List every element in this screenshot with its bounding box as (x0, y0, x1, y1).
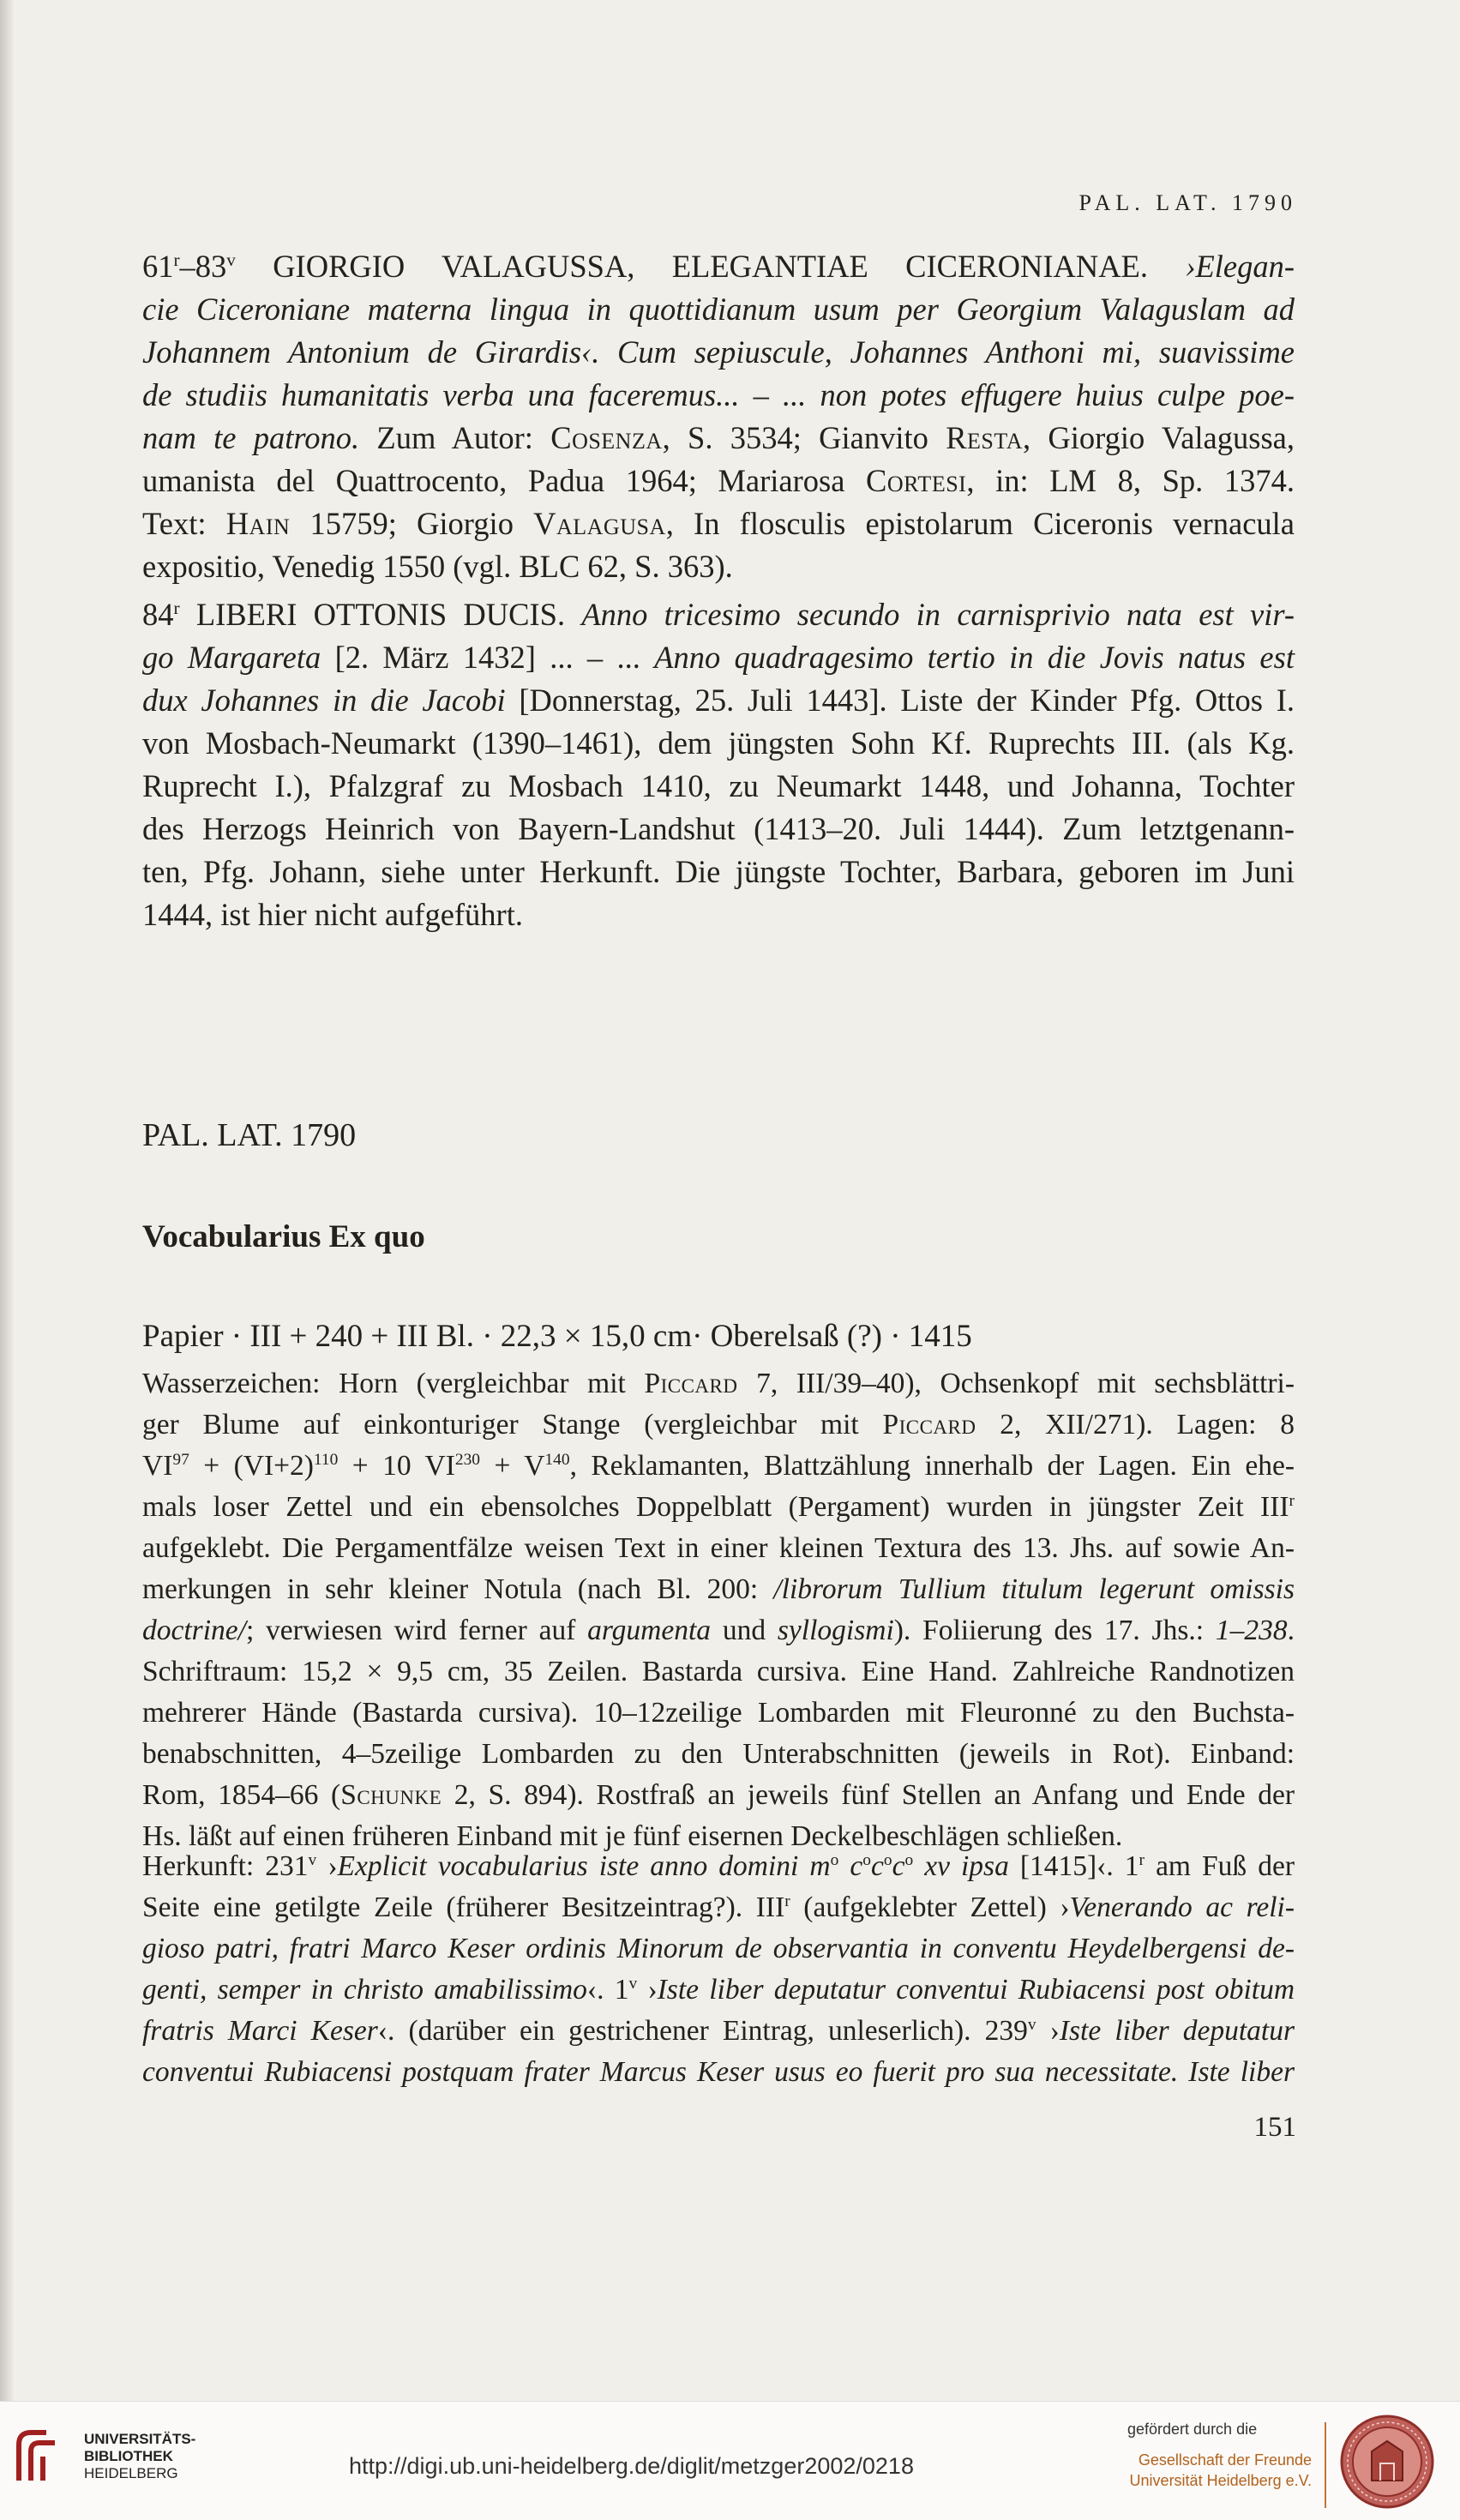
codicology-line-1: Wasserzeichen: Horn (vergleichbar mit Piccard 7, III/39–40), Ochsenkopf mit sechsblättri- (142, 1368, 1295, 1399)
codicology-line-11: Rom, 1854–66 (Schunke 2, S. 894). Rostfraß an jeweils fünf Stellen an Anfang und Ende der (142, 1779, 1295, 1811)
codicology-line-12: Hs. läßt auf einen früheren Einband mit je fünf eisernen Deckelbeschlägen schließen. (142, 1820, 1123, 1852)
codicology-line-3: $VI^{97} + (VI+2)^{110} + 10$ $VI^{230} + V^{140}$, Reklamanten, Blattzählung innerhalb der Lagen. Ein ehe- (142, 1450, 1295, 1482)
sponsor-label: gefördert durch die (1127, 2421, 1258, 2438)
digitization-footer (0, 2401, 1460, 2520)
codicology-paragraph (142, 1363, 1295, 1857)
entry-61r-83v (142, 245, 1295, 588)
library-name[interactable]: UNIVERSITÄTS- BIBLIOTHEK HEIDELBERG (84, 2431, 196, 2481)
sponsor-name[interactable]: Gesellschaft der Freunde Universität Heidelberg e.V. (1129, 2451, 1312, 2489)
provenance-line-6: conventui Rubiacensi postquam frater Marcus Keser usus eo fuerit pro sua necessitate. Iste liber (142, 2056, 1295, 2088)
provenance-paragraph (142, 1846, 1295, 2093)
entry-61-line-2: cie Ciceroniane materna lingua in quottidianum usum per Georgium Valaguslam ad (142, 292, 1295, 327)
entry-84r (142, 593, 1295, 936)
codicology-line-7: doctrine/; verwiesen wird ferner auf argumenta und syllogismi). Foliierung des 17. Jhs.: 1–238. (142, 1615, 1295, 1646)
entry-61-line-3: Johannem Antonium de Girardis‹. Cum sepiuscule, Johannes Anthoni mi, suavissime (142, 334, 1295, 370)
page-number: 151 (1253, 2112, 1296, 2143)
codicology-line-6: merkungen in sehr kleiner Notula (nach Bl. 200: /librorum Tullium titulum legerunt omissis (142, 1573, 1295, 1605)
provenance-line-1: Herkunft: 231$^v$ ›Explicit vocabularius iste anno domini $m^o$ $c^oc^oc^o$ xv ipsa [1415]‹. 1$^r$ am Fuß der (142, 1850, 1295, 1882)
entry-84-line-3: dux Johannes in die Jacobi [Donnerstag, 25. Juli 1443]. Liste der Kinder Pfg. Ottos I. (142, 683, 1295, 718)
codicology-line-2: ger Blume auf einkonturiger Stange (vergleichbar mit Piccard 2, XII/271). Lagen: 8 (142, 1409, 1295, 1440)
entry-84-line-4: von Mosbach-Neumarkt (1390–1461), dem jüngsten Sohn Kf. Ruprechts III. (als Kg. (142, 725, 1295, 761)
entry-84-line-7: ten, Pfg. Johann, siehe unter Herkunft. Die jüngste Tochter, Barbara, geboren im Juni (142, 854, 1295, 889)
provenance-line-3: gioso patri, fratri Marco Keser ordinis Minorum de observantia in conventu Heydelbergensi de- (142, 1933, 1295, 1964)
entry-84-line-5: Ruprecht I.), Pfalzgraf zu Mosbach 1410, zu Neumarkt 1448, und Johanna, Tochter (142, 768, 1295, 803)
ub-heidelberg-logo-icon[interactable] (12, 2426, 74, 2487)
sponsor-divider (1325, 2422, 1326, 2508)
codicology-line-8: Schriftraum: 15,2 × 9,5 cm, 35 Zeilen. Bastarda cursiva. Eine Hand. Zahlreiche Randnotizen (142, 1656, 1295, 1687)
entry-84-line-1: 84$^r$ LIBERI OTTONIS DUCIS. Anno tricesimo secundo in carnisprivio nata est vir- (142, 597, 1295, 632)
entry-61-line-4: de studiis humanitatis verba una faceremus... – ... non potes effugere huius culpe poe- (142, 377, 1295, 412)
entry-61-line-5: nam te patrono. Zum Autor: Cosenza, S. 3534; Gianvito Resta, Giorgio Valagussa, (142, 420, 1295, 455)
permalink-url[interactable]: http://digi.ub.uni-heidelberg.de/diglit/metzger2002/0218 (349, 2453, 914, 2479)
provenance-line-2: Seite eine getilgte Zeile (früherer Besitzeintrag?). III$^r$ (aufgeklebter Zettel) ›Venerando ac reli- (142, 1892, 1295, 1923)
entry-84-line-8: 1444, ist hier nicht aufgeführt. (142, 897, 523, 932)
shelfmark-heading: PAL. LAT. 1790 (142, 1117, 357, 1153)
manuscript-title: Vocabularius Ex quo (142, 1219, 425, 1254)
university-seal-icon[interactable] (1339, 2414, 1435, 2510)
codicology-line-5: aufgeklebt. Die Pergamentfälze weisen Text in einer kleinen Textura des 13. Jhs. auf sowie An- (142, 1532, 1295, 1564)
codicology-line-4: mals loser Zettel und ein ebensolches Doppelblatt (Pergament) wurden in jüngster Zeit III$^r$ (142, 1491, 1295, 1523)
physical-description: Papier · III + 240 + III Bl. · 22,3 × 15,0 cm· Oberelsaß (?) · 1415 (142, 1319, 972, 1354)
provenance-line-4: genti, semper in christo amabilissimo‹. 1$^v$ ›Iste liber deputatur conventui Rubiacensi post obitum (142, 1974, 1295, 2006)
entry-84-line-2: go Margareta [2. März 1432] ... – ... Anno quadragesimo tertio in die Jovis natus est (142, 640, 1295, 675)
entry-61-line-8: expositio, Venedig 1550 (vgl. BLC 62, S. 363). (142, 549, 733, 584)
provenance-line-5: fratris Marci Keser‹. (darüber ein gestrichener Eintrag, unleserlich). 239$^v$ ›Iste liber deputatur (142, 2015, 1295, 2047)
codicology-line-10: benabschnitten, 4–5zeilige Lombarden zu den Unterabschnitten (jeweils in Rot). Einband: (142, 1738, 1295, 1770)
entry-61-line-1: 61$^r$–83$^v$ GIORGIO VALAGUSSA, ELEGANTIAE CICERONIANAE. ›Elegan- (142, 249, 1295, 284)
page-gutter-shadow (0, 0, 14, 2401)
entry-61-line-6: umanista del Quattrocento, Padua 1964; Mariarosa Cortesi, in: LM 8, Sp. 1374. (142, 463, 1295, 498)
codicology-line-9: mehrerer Hände (Bastarda cursiva). 10–12zeilige Lombarden mit Fleuronné zu den Buchsta- (142, 1697, 1295, 1729)
entry-84-line-6: des Herzogs Heinrich von Bayern-Landshut (1413–20. Juli 1444). Zum letztgenann- (142, 811, 1295, 846)
entry-61-line-7: Text: Hain 15759; Giorgio Valagusa, In flosculis epistolarum Ciceronis vernacula (142, 506, 1295, 541)
running-head: PAL. LAT. 1790 (1078, 190, 1297, 215)
